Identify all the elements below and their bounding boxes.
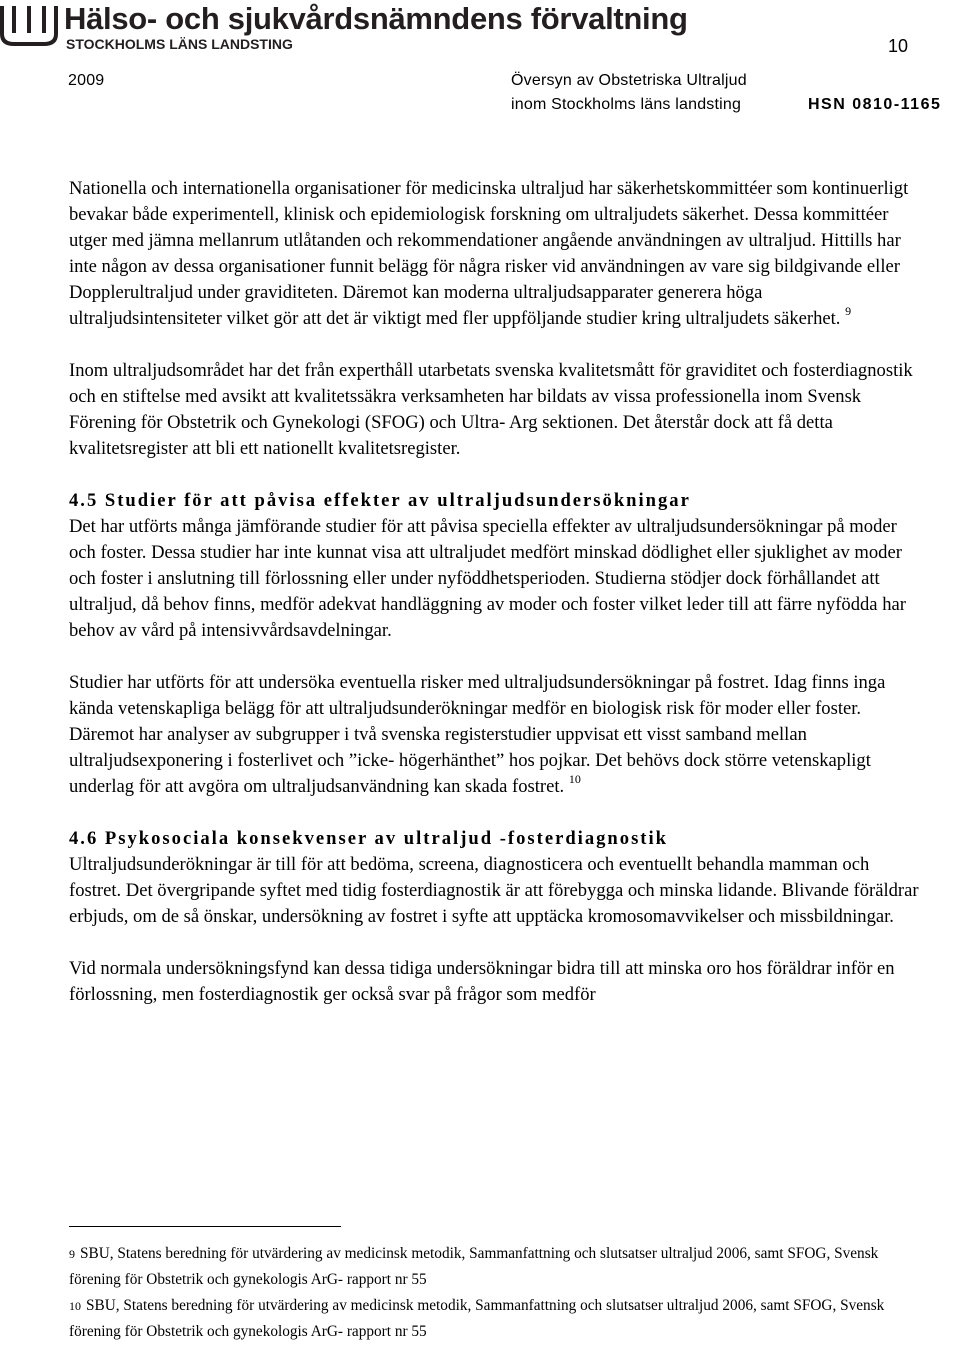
section-heading-4-5: 4.5 Studier för att påvisa effekter av ultraljudsundersökningar (69, 490, 691, 511)
paragraph-text: Nationella och internationella organisationer för medicinska ultraljud har säkerhetskommittéer som kontinuerligt bevakar både experimentell, klinisk och epidemiologisk forskning om ultraljudets säkerhet. Dessa kommittéer utger med jämna mellanrum utlåtanden och rekommendationer angående användningen av ultraljud. Hittills har inte någon av dessa organisationer funnit belägg för några risker vid användningen av vare sig bildgivande eller Dopplerultraljud under graviditeten. Däremot kan moderna ultraljudsapparater generera höga ultraljudsintensiteter vilket gör att det är viktigt med fler uppföljande studier kring ultraljudets säkerhet. (69, 178, 909, 329)
footnote-10 (69, 1293, 929, 1345)
paragraph-comparative-studies: Det har utförts många jämförande studier för att påvisa speciella effekter av ultraljudsundersökningar på moder och foster. Dessa studier har inte kunnat visa att ultraljudet medfört minskad dödlighet eller sjuklighet av moder och foster i anslutning till förlossning eller under nyföddhetsperioden. Studierna stödjer dock förhållandet att ultraljud, då behov finns, medför adekvat handläggning av moder och foster vilket leder till att färre nyfödda har behov av vård på intensivvårdsavdelningar. (69, 516, 906, 641)
paragraph-normal-findings: Vid normala undersökningsfynd kan dessa tidiga undersökningar bidra till att minska oro hos föräldrar inför en förlossning, men fosterdiagnostik ger också svar på frågor som medför (69, 958, 895, 1005)
paragraph-text: Studier har utförts för att undersöka eventuella risker med ultraljudsundersökningar på fostret. Idag finns inga kända vetenskapliga belägg för att ultraljudsunderökningar medför en biologisk risk för moder eller foster. Däremot har analyser av subgrupper i två svenska registerstudier uppvisat ett visst samband mellan ultraljudsexponering i fosterlivet och ”icke- högerhänthet” hos pojkar. Det behövs dock större vetenskapligt underlag för att avgöra om ultraljudsanvändning kan skada fostret. (69, 672, 886, 797)
footnotes (69, 1241, 929, 1345)
document-code: HSN 0810-1165 (808, 96, 942, 113)
footnote-9 (69, 1241, 929, 1293)
header-year: 2009 (68, 72, 105, 89)
footnote-text: SBU, Statens beredning för utvärdering av medicinsk metodik, Sammanfattning och slutsatser ultraljud 2006, samt SFOG, Svensk förening för Obstetrik och gynekologis ArG- rapport nr 55 (69, 1297, 885, 1340)
footnote-text: SBU, Statens beredning för utvärdering av medicinsk metodik, Sammanfattning och slutsatser ultraljud 2006, samt SFOG, Svensk förening för Obstetrik och gynekologis ArG- rapport nr 55 (69, 1245, 879, 1288)
footnote-mark: 10 (69, 1299, 81, 1313)
body-text (69, 176, 919, 1008)
paragraph-purpose: Ultraljudsunderökningar är till för att bedöma, screena, diagnosticera och eventuellt behandla mamman och fostret. Det övergripande syftet med tidig fosterdiagnostik är att förebygga och minska lidande. Blivande föräldrar erbjuds, om de så önskar, undersökning av fostret i syfte att upptäcka kromosomavvikelser och missbildningar. (69, 854, 919, 927)
footnote-ref-10: 10 (568, 772, 581, 786)
paragraph-quality-measures: Inom ultraljudsområdet har det från experthåll utarbetats svenska kvalitetsmått för graviditet och fosterdiagnostik och en stiftelse med avsikt att kvalitetssäkra verksamheten har bildats av vissa professionella inom Svensk Förening för Obstetrik och Gynekologi (SFOG) och Ultra- Arg sektionen. Det återstår dock att få detta kvalitetsregister att bli ett nationellt kvalitetsregister. (69, 360, 913, 459)
section-heading-4-6: 4.6 Psykosociala konsekvenser av ultraljud -fosterdiagnostik (69, 828, 668, 849)
org-name: Hälso- och sjukvårdsnämndens förvaltning (64, 1, 688, 36)
header-title-line2: inom Stockholms läns landsting (511, 96, 742, 113)
landsting-logo-icon (0, 4, 58, 48)
header-title-line1: Översyn av Obstetriska Ultraljud (511, 72, 747, 89)
page-number: 10 (887, 36, 908, 56)
org-subtitle: STOCKHOLMS LÄNS LANDSTING (66, 36, 293, 52)
footnote-divider (69, 1226, 341, 1227)
paragraph-safety-committees (69, 176, 919, 332)
paragraph-risk-studies (69, 670, 919, 800)
footnote-mark: 9 (69, 1247, 75, 1261)
footnote-ref-9: 9 (845, 304, 852, 318)
